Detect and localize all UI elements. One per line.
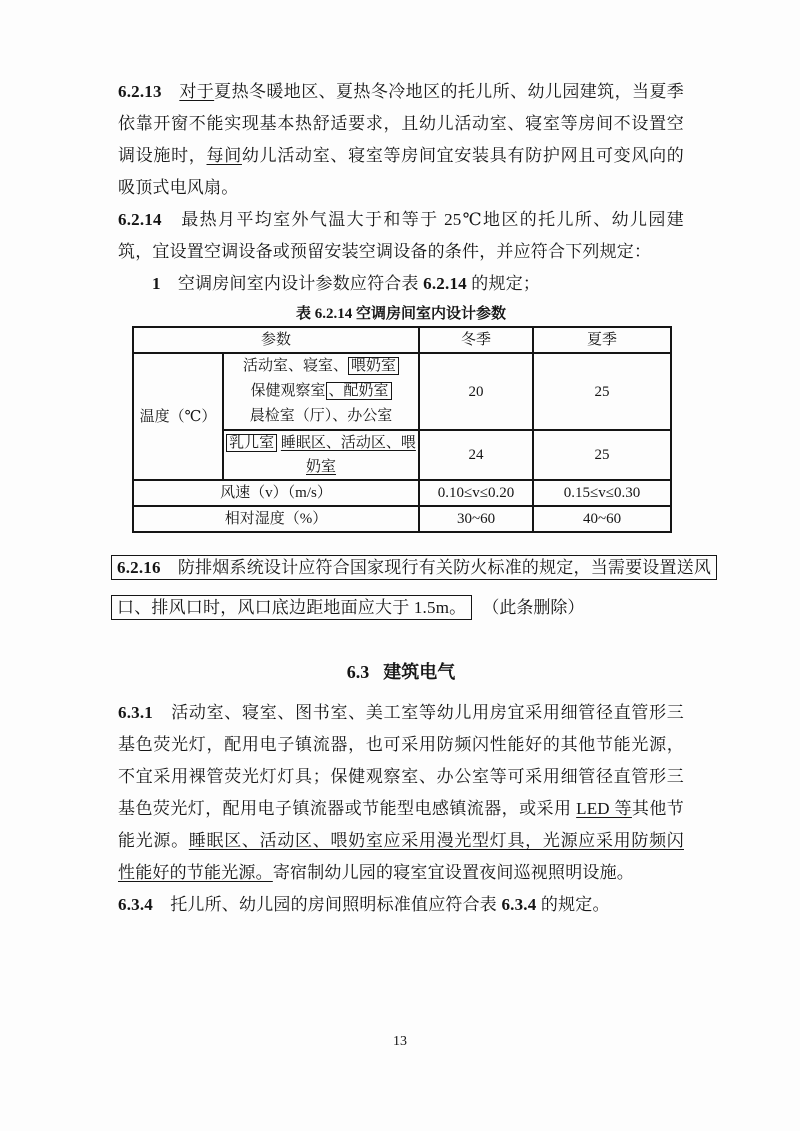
clause-6.2.13: 6.2.13 对于夏热冬暖地区、夏热冬冷地区的托儿所、幼儿园建筑，当夏季依靠开窗不能实现基本热舒适要求，且幼儿活动室、寝室等房间不设置空调设施时，每间幼儿活动室、寝室等房间宜安装具有防护网且可变风向的吸顶式电风扇。 [118,82,684,197]
section-heading-6.3 [118,662,684,682]
cell-temp2-summer: 25 [533,430,671,480]
clause-6.3.1: 6.3.1 活动室、寝室、图书室、美工室等幼儿用房宜采用细管径直管形三基色荧光灯，配用电子镇流器，也可采用防频闪性能好的其他节能光源，不宜采用裸管荧光灯灯具；保健观察室、办公室等可采用细管径直管形三基色荧光灯，配用电子镇流器或节能型电感镇流器，或采用 LED 等其他节能光源。睡眠区、活动区、喂奶室应采用漫光型灯具，光源应采用防频闪性能好的节能光源。寄宿制幼儿园的寝室宜设置夜间巡视照明设施。 [118,703,685,882]
table-row-humidity [133,506,671,532]
clause-6.2.16-deleted [117,555,712,620]
clause-6.2.14-item-1: 1 空调房间室内设计参数应符合表 6.2.14 的规定； [152,274,541,293]
section-title: 建筑电气 [383,662,456,682]
cell-humidity-summer: 40~60 [533,506,671,532]
page-content [117,76,712,921]
rooms-line: 晨检室（厅）、办公室 [249,408,393,424]
section-number: 6.3 [346,662,370,682]
page-number: 13 [393,1034,407,1049]
header-cell-param: 参数 [133,327,419,353]
cell-temp1-winter: 20 [419,353,533,430]
cell-wind-label: 风速（v）（m/s） [133,480,419,506]
deleted-clause-box-line1: 6.2.16 防排烟系统设计应符合国家现行有关防火标准的规定，当需要设置送风 [111,555,717,580]
table-header-row [133,327,671,353]
rooms-line: 活动室、寝室、 喂奶室 [226,354,416,379]
deleted-note: （此条删除） [482,598,585,617]
cell-humidity-winter: 30~60 [419,506,533,532]
table-row-temp-1 [133,353,671,430]
clause-6.3.4: 6.3.4 托儿所、幼儿园的房间照明标准值应符合表 6.3.4 的规定。 [118,895,610,914]
cell-rooms-1 [223,353,419,430]
deleted-clause-box-line2: 口、排风口时，风口底边距地面应大于 1.5m。 [111,595,472,620]
cell-wind-summer: 0.15≤v≤0.30 [533,480,671,506]
cell-temp2-winter: 24 [419,430,533,480]
cell-temp-label: 温度（℃） [133,353,223,480]
cell-wind-winter: 0.10≤v≤0.20 [419,480,533,506]
design-params-table [132,326,672,533]
rooms-line: 保健观察室 、配奶室 [226,379,416,404]
header-cell-winter: 冬季 [419,327,533,353]
cell-rooms-2: 乳儿室 睡眠区、活动区、喂奶室 [223,430,419,480]
table-caption: 表 6.2.14 空调房间室内设计参数 [295,306,506,322]
cell-temp1-summer: 25 [533,353,671,430]
table-row-wind [133,480,671,506]
clause-6.2.14: 6.2.14 最热月平均室外气温大于和等于 25℃地区的托儿所、幼儿园建筑，宜设置空调设备或预留安装空调设备的条件，并应符合下列规定： [118,210,684,261]
cell-humidity-label: 相对湿度（%） [133,506,419,532]
header-cell-summer: 夏季 [533,327,671,353]
